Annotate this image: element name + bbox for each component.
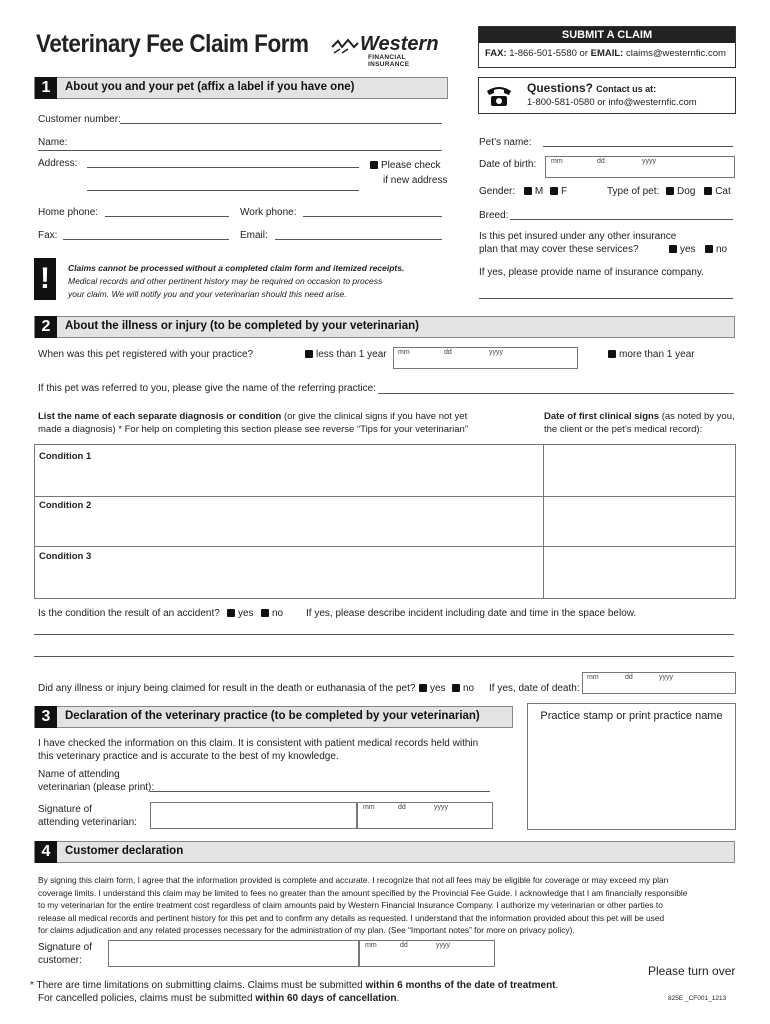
condition-2-divider (543, 495, 544, 546)
address-input-2[interactable] (87, 190, 359, 191)
accident-description-input-1[interactable] (34, 634, 734, 635)
section-4-title: Customer declaration (65, 845, 184, 857)
declaration-line: coverage limits. I understand this claim may be limited to fees no greater than the amount specified by the Provincial Fee Guide. I acknowledge that I am financially responsible (38, 887, 688, 898)
dob-label: Date of birth: (479, 159, 537, 170)
insurance-company-input[interactable] (479, 298, 733, 299)
contact-label: Contact us at: (596, 84, 657, 94)
dob-input[interactable] (545, 156, 735, 178)
less-than-year-checkbox[interactable] (305, 348, 387, 361)
condition-1-divider (543, 445, 544, 496)
or-text: or (579, 48, 588, 59)
practice-stamp-box[interactable] (527, 703, 736, 830)
customer-number-input[interactable] (120, 123, 442, 124)
yes-label: yes (238, 608, 254, 619)
condition-3-label: Condition 3 (39, 551, 92, 562)
breed-label: Breed: (479, 210, 509, 221)
gender-f-label: F (561, 186, 568, 197)
footer-note-line-1 (30, 979, 558, 992)
yes-label: yes (680, 244, 696, 255)
checkbox-icon (370, 161, 378, 169)
customer-declaration-text (38, 874, 687, 937)
vet-signature-label (38, 803, 137, 829)
insurance-company-label: If yes, please provide name of insurance company. (479, 267, 704, 278)
footer-note (30, 979, 558, 1005)
customer-signature-input[interactable] (108, 940, 360, 967)
yes-label: yes (430, 683, 446, 694)
address-input-1[interactable] (87, 167, 359, 168)
home-phone-input[interactable] (105, 216, 229, 217)
declaration-line: By signing this claim form, I agree that the information provided is complete and accurate. I recognize that not all fees may be eligible for coverage or may exceed my plan (38, 875, 669, 885)
note2-pre: For cancelled policies, claims must be submitted (38, 993, 256, 1004)
vet-signature-date-input[interactable] (356, 802, 493, 829)
section-2-title: About the illness or injury (to be completed by your veterinarian) (65, 320, 420, 332)
condition-3-divider (543, 546, 544, 598)
insured-question-line-2: plan that may cover these services? (479, 244, 639, 255)
less-than-year-label: less than 1 year (316, 349, 387, 360)
customer-signature-label-line-2: customer: (38, 955, 82, 966)
note1-pre: * There are time limitations on submitting claims. Claims must be submitted (30, 980, 366, 991)
referred-question: If this pet was referred to you, please give the name of the referring practice: (38, 383, 376, 394)
email-input[interactable] (275, 239, 442, 240)
gender-m-label: M (534, 186, 544, 197)
first-signs-line-2: the client or the pet’s medical record): (544, 424, 703, 435)
insured-yes-checkbox[interactable] (669, 243, 696, 256)
cat-label: Cat (715, 186, 731, 197)
section-1-header (34, 77, 448, 99)
fax-label: FAX: (485, 48, 507, 59)
warning-line-1: Claims cannot be processed without a completed claim form and itemized receipts. (68, 263, 405, 273)
note1-bold: within 6 months of the date of treatment (365, 980, 556, 991)
submit-claim-contact (479, 43, 735, 64)
western-logo-icon (330, 35, 360, 59)
dog-label: Dog (677, 186, 696, 197)
registered-date-input[interactable] (393, 347, 578, 369)
section-1-title: About you and your pet (affix a label if you have one) (65, 81, 355, 93)
no-label: no (716, 244, 728, 255)
no-label: no (272, 608, 284, 619)
home-phone-label: Home phone: (38, 207, 99, 218)
insured-question (479, 230, 676, 256)
checkbox-icon (705, 245, 713, 253)
first-signs-bold: Date of first clinical signs (544, 411, 660, 422)
no-label: no (463, 683, 475, 694)
section-3-title: Declaration of the veterinary practice (to be completed by your veterinarian) (65, 710, 480, 722)
email-field-label: Email: (240, 230, 268, 241)
section-3-number: 3 (35, 706, 57, 728)
vet-name-label-line-1: Name of attending (38, 769, 120, 780)
submit-claim-box (478, 26, 736, 68)
customer-signature-label-line-1: Signature of (38, 942, 92, 953)
dob-dd: dd (597, 158, 605, 165)
checkbox-icon (608, 350, 616, 358)
work-phone-input[interactable] (303, 216, 442, 217)
checkbox-icon (419, 684, 427, 692)
death-yes-checkbox[interactable] (419, 682, 446, 695)
diagnosis-bold: List the name of each separate diagnosis or condition (38, 411, 282, 422)
warning-line-2: Medical records and other pertinent history may be required on occasion to process (68, 276, 383, 286)
checkbox-icon (550, 187, 558, 195)
condition-2-label: Condition 2 (39, 500, 92, 511)
vet-signature-label-line-1: Signature of (38, 804, 92, 815)
company-logo (330, 33, 448, 68)
customer-sig-yyyy: yyyy (436, 942, 450, 949)
condition-2-box[interactable] (34, 495, 736, 547)
new-address-checkbox[interactable] (370, 159, 440, 172)
section-4-number: 4 (35, 841, 57, 863)
pet-type-row (607, 185, 731, 198)
warning-text (68, 262, 404, 301)
death-yyyy: yyyy (659, 674, 673, 681)
gender-label: Gender: (479, 186, 516, 197)
vet-name-label (38, 768, 154, 794)
note2-post: . (396, 993, 400, 1004)
checkbox-icon (704, 187, 712, 195)
section-2-header (34, 316, 735, 338)
vet-name-label-line-2: veterinarian (please print): (38, 782, 155, 793)
vet-signature-input[interactable] (150, 802, 358, 829)
checkbox-icon (666, 187, 674, 195)
questions-box (478, 77, 736, 114)
declaration-line: to my veterinarian for the entire treatment cost regardless of claim amounts paid by Western Financial Insurance Company. I authorize my veterinarian or other parties to (38, 900, 663, 910)
accident-question: Is the condition the result of an accident? (38, 608, 220, 619)
form-title: Veterinary Fee Claim Form (36, 30, 309, 58)
name-input[interactable] (38, 150, 442, 151)
customer-signature-label (38, 941, 92, 967)
more-than-year-checkbox[interactable] (608, 348, 695, 361)
fax-input[interactable] (63, 239, 229, 240)
declaration-line: for claims adjudication and any related processes necessary for the administration of my plan. (See “Important notes” for more on privacy policy). (38, 925, 575, 935)
questions-label: Questions? (527, 81, 594, 95)
diagnosis-rest: (or give the clinical signs if you have not yet (281, 411, 468, 422)
diagnosis-line-2: made a diagnosis) * For help on completing this section please see reverse “Tips for your veterinarian” (38, 424, 468, 435)
dog-checkbox[interactable] (666, 186, 695, 197)
death-question: Did any illness or injury being claimed for result in the death or euthanasia of the pet? (38, 683, 416, 694)
first-signs-rest: (as noted by you, (659, 411, 735, 422)
vet-declaration-line-2: this veterinary practice and is accurate to the best of my knowledge. (38, 751, 339, 762)
contact-value: 1-800-581-0580 or info@westernfic.com (527, 97, 697, 108)
death-date-input[interactable] (582, 672, 736, 694)
vet-declaration-line-1: I have checked the information on this claim. It is consistent with patient medical records held within (38, 738, 479, 749)
section-3-header (34, 706, 513, 728)
death-date-label: If yes, date of death: (489, 683, 580, 694)
logo-subtitle: FINANCIAL INSURANCE (368, 54, 410, 68)
customer-signature-date-input[interactable] (358, 940, 495, 967)
note2-bold: within 60 days of cancellation (255, 993, 397, 1004)
vet-sig-dd: dd (398, 804, 406, 811)
section-4-header (34, 841, 735, 863)
please-check-label: Please check (381, 160, 441, 171)
pets-name-label: Pet’s name: (479, 137, 532, 148)
practice-stamp-label: Practice stamp or print practice name (540, 710, 723, 722)
pets-name-input[interactable] (543, 146, 733, 147)
registered-dd: dd (444, 349, 452, 356)
condition-1-label: Condition 1 (39, 451, 92, 462)
death-no-checkbox[interactable] (452, 682, 474, 695)
cat-checkbox[interactable] (704, 186, 731, 197)
if-new-address-label: if new address (383, 175, 448, 186)
logo-name: Western (360, 33, 439, 55)
email-value: claims@westernfic.com (625, 48, 726, 59)
turn-over-label: Please turn over (648, 964, 736, 978)
dob-mm: mm (551, 158, 563, 165)
form-code: 825E _CF001_1213 (668, 995, 727, 1002)
customer-sig-mm: mm (365, 942, 377, 949)
address-label: Address: (38, 158, 78, 169)
death-mm: mm (587, 674, 599, 681)
pet-type-label: Type of pet: (607, 186, 660, 197)
gender-row (479, 185, 567, 198)
declaration-line: release all medical records and pertinent history for this pet and to confirm any details as requested. I understand that the information provided about this pet will be used (38, 912, 665, 923)
customer-number-label: Customer number: (38, 114, 121, 125)
section-2-number: 2 (35, 316, 57, 338)
warning-icon: ! (34, 258, 56, 300)
checkbox-icon (261, 609, 269, 617)
checkbox-icon (227, 609, 235, 617)
name-label: Name: (38, 137, 68, 148)
condition-1-box[interactable] (34, 444, 736, 497)
warning-line-3: your claim. We will notify you and your veterinarian should this need arise. (68, 289, 347, 299)
referring-practice-input[interactable] (378, 393, 734, 394)
footer-note-line-2 (30, 992, 558, 1005)
vet-signature-label-line-2: attending veterinarian: (38, 817, 137, 828)
accident-description-input-2[interactable] (34, 656, 734, 657)
death-dd: dd (625, 674, 633, 681)
insured-no-checkbox[interactable] (705, 243, 727, 256)
checkbox-icon (452, 684, 460, 692)
fax-value: 1-866-501-5580 (509, 48, 577, 59)
vet-sig-mm: mm (363, 804, 375, 811)
note1-post: . (555, 980, 559, 991)
more-than-year-label: more than 1 year (619, 349, 695, 360)
checkbox-icon (524, 187, 532, 195)
accident-yes-checkbox[interactable] (227, 607, 254, 620)
insured-question-line-1: Is this pet insured under any other insurance (479, 231, 677, 242)
dob-yyyy: yyyy (642, 158, 656, 165)
submit-claim-title: SUBMIT A CLAIM (479, 27, 735, 43)
phone-icon (479, 78, 519, 113)
first-signs-instructions (544, 410, 735, 436)
breed-input[interactable] (510, 219, 733, 220)
vet-declaration (38, 737, 478, 763)
work-phone-label: Work phone: (240, 207, 297, 218)
checkbox-icon (305, 350, 313, 358)
gender-m-checkbox[interactable] (524, 186, 543, 197)
condition-3-box[interactable] (34, 546, 736, 599)
checkbox-icon (669, 245, 677, 253)
section-1-number: 1 (35, 77, 57, 99)
vet-name-input[interactable] (150, 791, 490, 792)
vet-sig-yyyy: yyyy (434, 804, 448, 811)
accident-no-checkbox[interactable] (261, 607, 283, 620)
gender-f-checkbox[interactable] (550, 186, 567, 197)
email-label: EMAIL: (590, 48, 624, 59)
fax-field-label: Fax: (38, 230, 58, 241)
registered-yyyy: yyyy (489, 349, 503, 356)
registered-mm: mm (398, 349, 410, 356)
registered-question: When was this pet registered with your practice? (38, 349, 254, 360)
customer-sig-dd: dd (400, 942, 408, 949)
diagnosis-instructions (38, 410, 468, 436)
accident-describe-label: If yes, please describe incident including date and time in the space below. (306, 608, 637, 619)
